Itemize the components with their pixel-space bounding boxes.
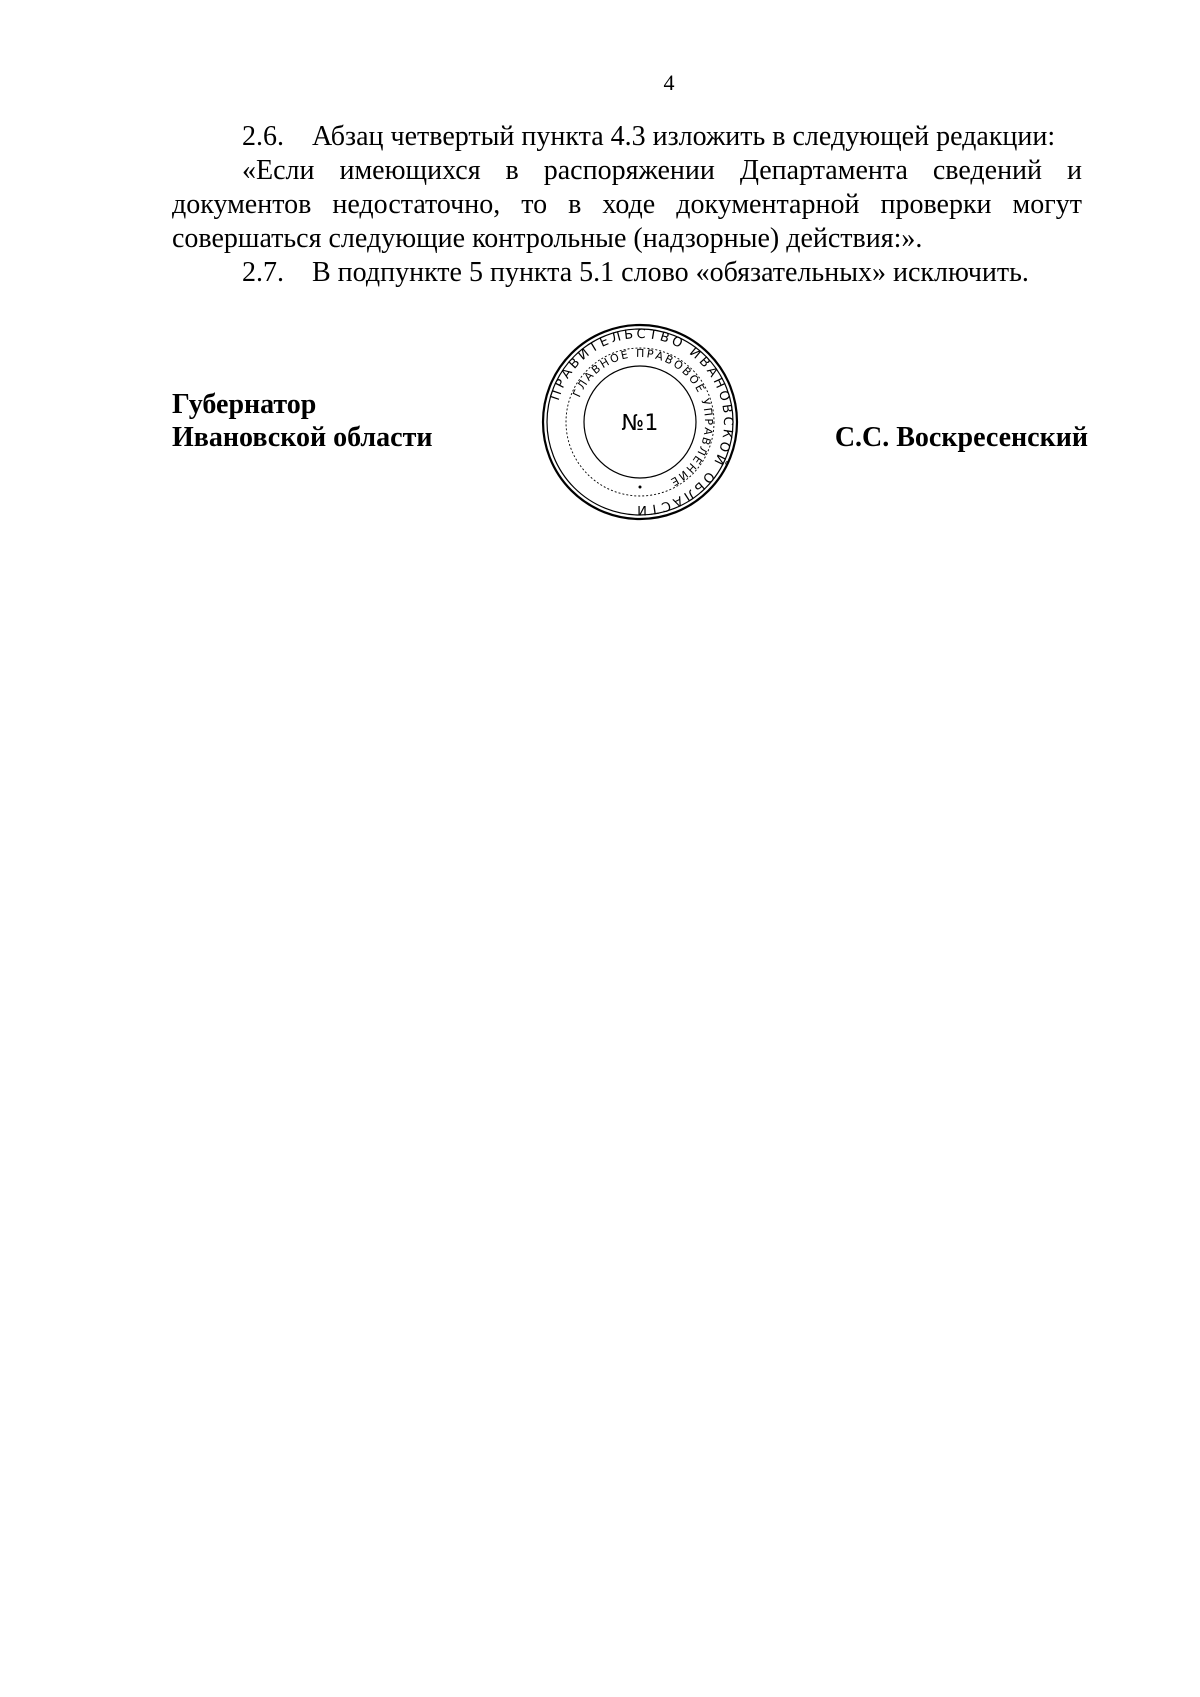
seal-inner-text: ГЛАВНОЕ ПРАВОВОЕ УПРАВЛЕНИЕ <box>570 346 716 490</box>
paragraph-text: В подпункте 5 пункта 5.1 слово «обязательных» исключить. <box>312 257 1029 288</box>
signatory-title-line-2: Ивановской области <box>172 422 433 453</box>
signatory-name: С.С. Воскресенский <box>834 422 1088 453</box>
paragraph-2-7 <box>172 256 1082 290</box>
official-seal <box>540 322 740 522</box>
paragraph-text: Абзац четвертый пункта 4.3 изложить в следующей редакции: <box>312 121 1056 152</box>
signatory-title <box>172 388 432 454</box>
document-body <box>172 120 1082 290</box>
seal-center-text: №1 <box>621 411 659 436</box>
paragraph-2-6 <box>172 120 1082 154</box>
paragraph-number: 2.7. <box>242 257 284 288</box>
paragraph-number: 2.6. <box>242 121 284 152</box>
seal-outer-text: ПРАВИТЕЛЬСТВО ИВАНОВСКОЙ ОБЛАСТИ <box>547 326 736 518</box>
paragraph-quoted-text: «Если имеющихся в распоряжении Департамента сведений и документов недостаточно, то в ходе документарной проверки могут совершаться следующие контрольные (надзорные) действия:». <box>172 155 1082 254</box>
signatory-title-line-1: Губернатор <box>172 389 317 420</box>
page-number: 4 <box>663 70 675 95</box>
